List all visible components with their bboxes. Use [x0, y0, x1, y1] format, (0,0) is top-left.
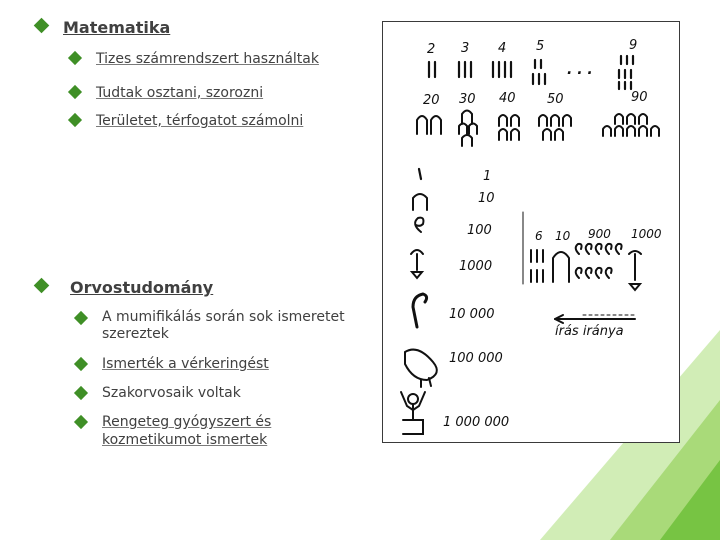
example-label-900: 900: [588, 227, 611, 241]
glyph-1000000: [401, 392, 425, 434]
tally-5: [533, 60, 545, 84]
section-heading-orvostudomany: Orvostudomány: [70, 278, 214, 297]
label-40: 40: [499, 91, 516, 106]
list-item: Területet, térfogatot számolni: [96, 113, 304, 129]
label-9: 9: [629, 38, 638, 53]
egyptian-numerals-figure: [382, 21, 680, 443]
tens-30: [459, 111, 477, 147]
label-3: 3: [461, 41, 470, 56]
list-item: Rengeteg gyógyszert és: [102, 414, 272, 430]
example-label-1000: 1000: [631, 227, 662, 241]
glyph-1: [419, 169, 421, 179]
glyph-1000: [411, 250, 423, 278]
tens-50: [539, 115, 571, 140]
label-100000: 100 000: [449, 351, 503, 366]
direction-label: írás iránya: [555, 324, 624, 339]
example-label-10: 10: [555, 229, 571, 243]
label-4: 4: [498, 41, 507, 56]
label-10000: 10 000: [449, 307, 495, 322]
label-20: 20: [423, 93, 440, 108]
tally-9: [619, 56, 633, 89]
label-30: 30: [459, 92, 476, 107]
label-1: 1: [483, 169, 492, 184]
tens-90: [603, 114, 659, 136]
section-heading-matematika: Matematika: [63, 18, 171, 37]
tally-2: [429, 62, 435, 77]
list-item: Tizes számrendszert használtak: [96, 51, 319, 67]
tally-3: [459, 62, 471, 77]
tally-4: [493, 62, 511, 77]
example-hundreds: [576, 244, 622, 278]
list-item: Ismerték a vérkeringést: [102, 356, 269, 372]
glyph-10000: [413, 294, 427, 327]
tens-40: [499, 115, 519, 140]
list-item: Tudtak osztani, szorozni: [96, 85, 264, 101]
label-100: 100: [467, 223, 492, 238]
label-1000: 1000: [459, 259, 493, 274]
glyph-100000: [405, 350, 437, 387]
label-1000000: 1 000 000: [443, 415, 510, 430]
label-10: 10: [478, 191, 495, 206]
list-item: A mumifikálás során sok ismeretet: [102, 309, 345, 325]
example-units: [531, 250, 543, 282]
glyph-100: [415, 218, 423, 232]
tens-20: [417, 116, 441, 134]
example-thousand: [629, 251, 641, 290]
ellipsis: . . .: [567, 62, 593, 78]
glyph-10: [413, 194, 427, 210]
label-90: 90: [631, 90, 648, 105]
numerals-drawing: [383, 22, 679, 442]
example-ten: [553, 252, 569, 282]
list-item: Szakorvosaik voltak: [102, 385, 241, 401]
label-50: 50: [547, 92, 564, 107]
direction-arrow: [555, 315, 635, 323]
label-2: 2: [427, 42, 436, 57]
label-5: 5: [536, 39, 545, 54]
list-item-continuation: kozmetikumot ismertek: [102, 432, 268, 448]
example-label-6: 6: [535, 229, 543, 243]
list-item-continuation: szereztek: [102, 326, 169, 342]
